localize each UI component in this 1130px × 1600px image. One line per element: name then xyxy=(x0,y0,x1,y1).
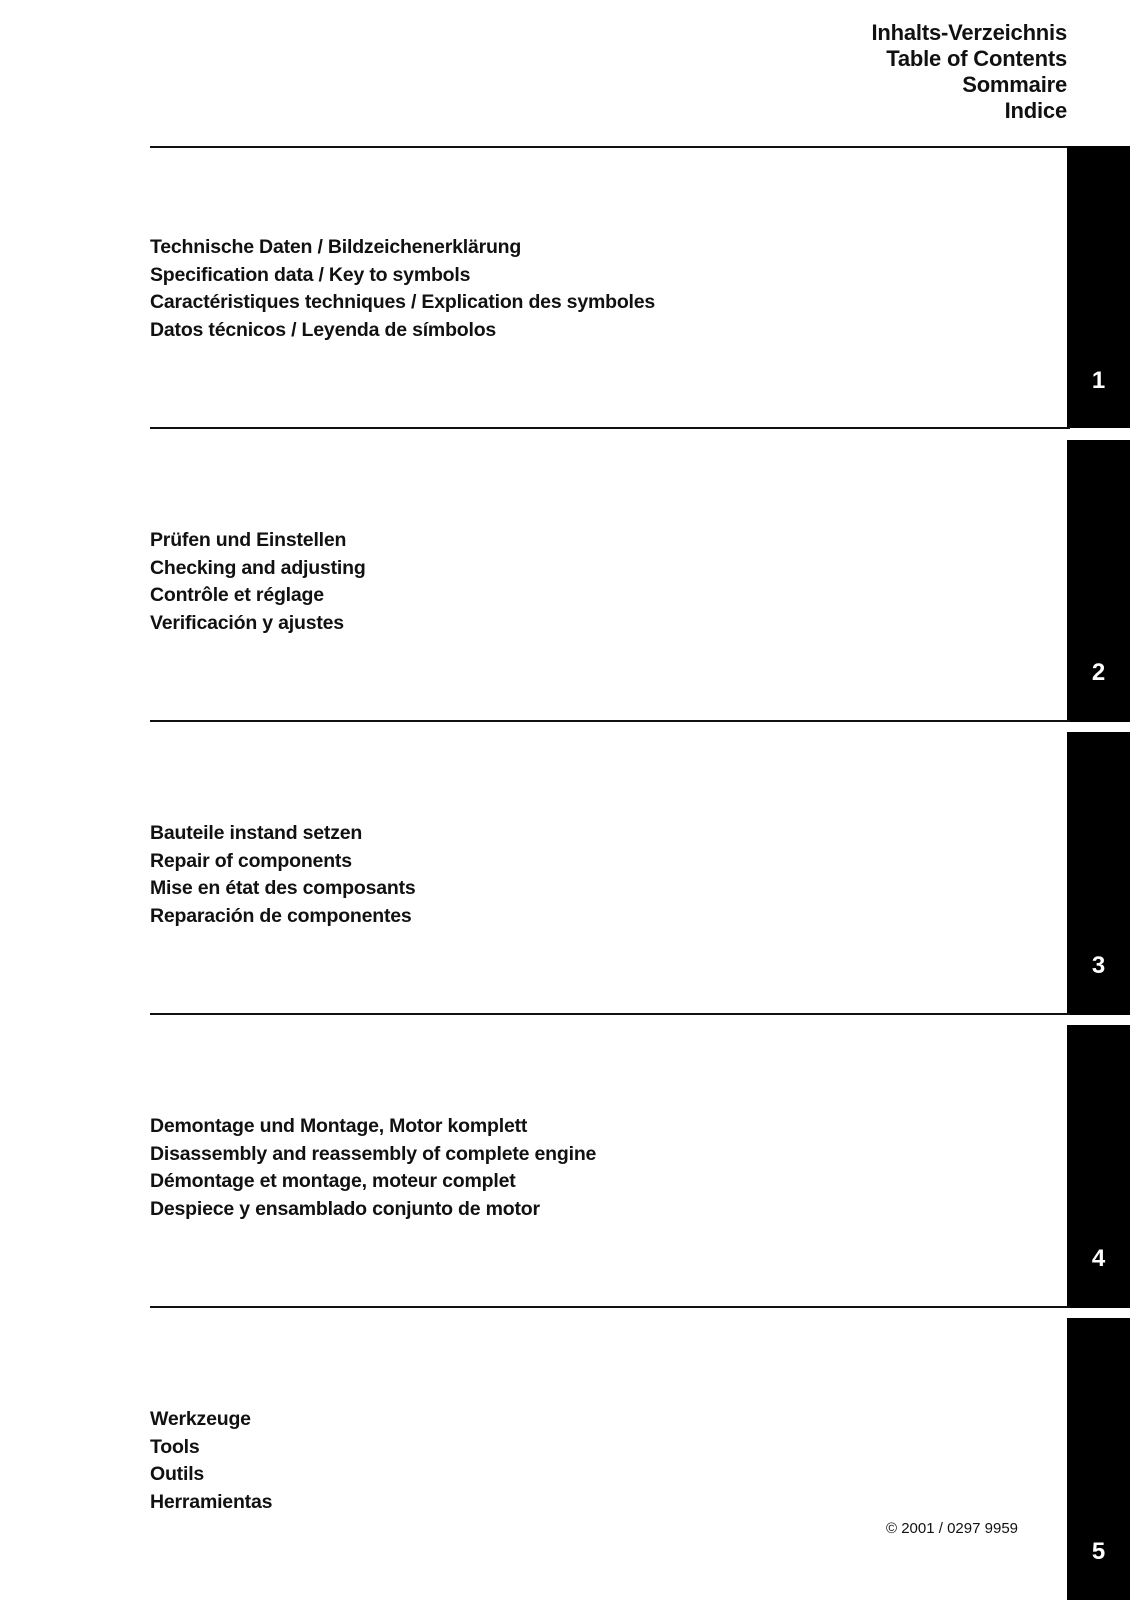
section-titles-1[interactable] xyxy=(150,234,655,344)
section-title-es: Verificación y ajustes xyxy=(150,611,344,634)
section-title-es: Datos técnicos / Leyenda de símbolos xyxy=(150,318,497,341)
section-title-fr: Caractéristiques techniques / Explication des symboles xyxy=(150,291,656,313)
divider xyxy=(150,1013,1070,1015)
section-title-en: Repair of components xyxy=(150,849,352,872)
section-title-de: Technische Daten / Bildzeichenerklärung xyxy=(150,236,522,258)
title-line-fr: Sommaire xyxy=(962,72,1067,97)
section-title-fr: Démontage et montage, moteur complet xyxy=(150,1170,516,1192)
section-title-es: Herramientas xyxy=(150,1490,273,1513)
section-titles-4[interactable] xyxy=(150,1113,596,1223)
section-number-3[interactable]: 3 xyxy=(1091,952,1106,979)
section-title-es: Reparación de componentes xyxy=(150,904,412,927)
divider xyxy=(150,427,1070,429)
section-titles-5[interactable] xyxy=(150,1406,272,1516)
section-title-fr: Mise en état des composants xyxy=(150,877,416,899)
title-line-de: Inhalts-Verzeichnis xyxy=(871,20,1067,45)
copyright-notice: © 2001 / 0297 9959 xyxy=(886,1520,1018,1537)
section-titles-3[interactable] xyxy=(150,820,416,930)
section-title-es: Despiece y ensamblado conjunto de motor xyxy=(150,1197,540,1220)
section-title-de: Werkzeuge xyxy=(150,1408,251,1430)
section-title-en: Disassembly and reassembly of complete engine xyxy=(150,1142,597,1165)
section-titles-2[interactable] xyxy=(150,527,366,637)
title-line-es: Indice xyxy=(1004,98,1067,123)
section-title-en: Tools xyxy=(150,1435,200,1458)
section-title-en: Checking and adjusting xyxy=(150,556,366,579)
section-number-5[interactable]: 5 xyxy=(1091,1538,1106,1565)
divider xyxy=(150,1306,1070,1308)
divider xyxy=(150,146,1070,148)
section-title-fr: Outils xyxy=(150,1463,205,1485)
title-line-en: Table of Contents xyxy=(886,46,1067,71)
document-title xyxy=(872,20,1068,124)
section-title-fr: Contrôle et réglage xyxy=(150,584,324,606)
section-number-2[interactable]: 2 xyxy=(1091,659,1106,686)
section-title-de: Bauteile instand setzen xyxy=(150,822,363,844)
section-title-de: Demontage und Montage, Motor komplett xyxy=(150,1115,528,1137)
section-number-4[interactable]: 4 xyxy=(1091,1245,1106,1272)
divider xyxy=(150,720,1070,722)
section-number-1[interactable]: 1 xyxy=(1091,367,1106,394)
section-title-de: Prüfen und Einstellen xyxy=(150,529,347,551)
section-title-en: Specification data / Key to symbols xyxy=(150,263,471,286)
